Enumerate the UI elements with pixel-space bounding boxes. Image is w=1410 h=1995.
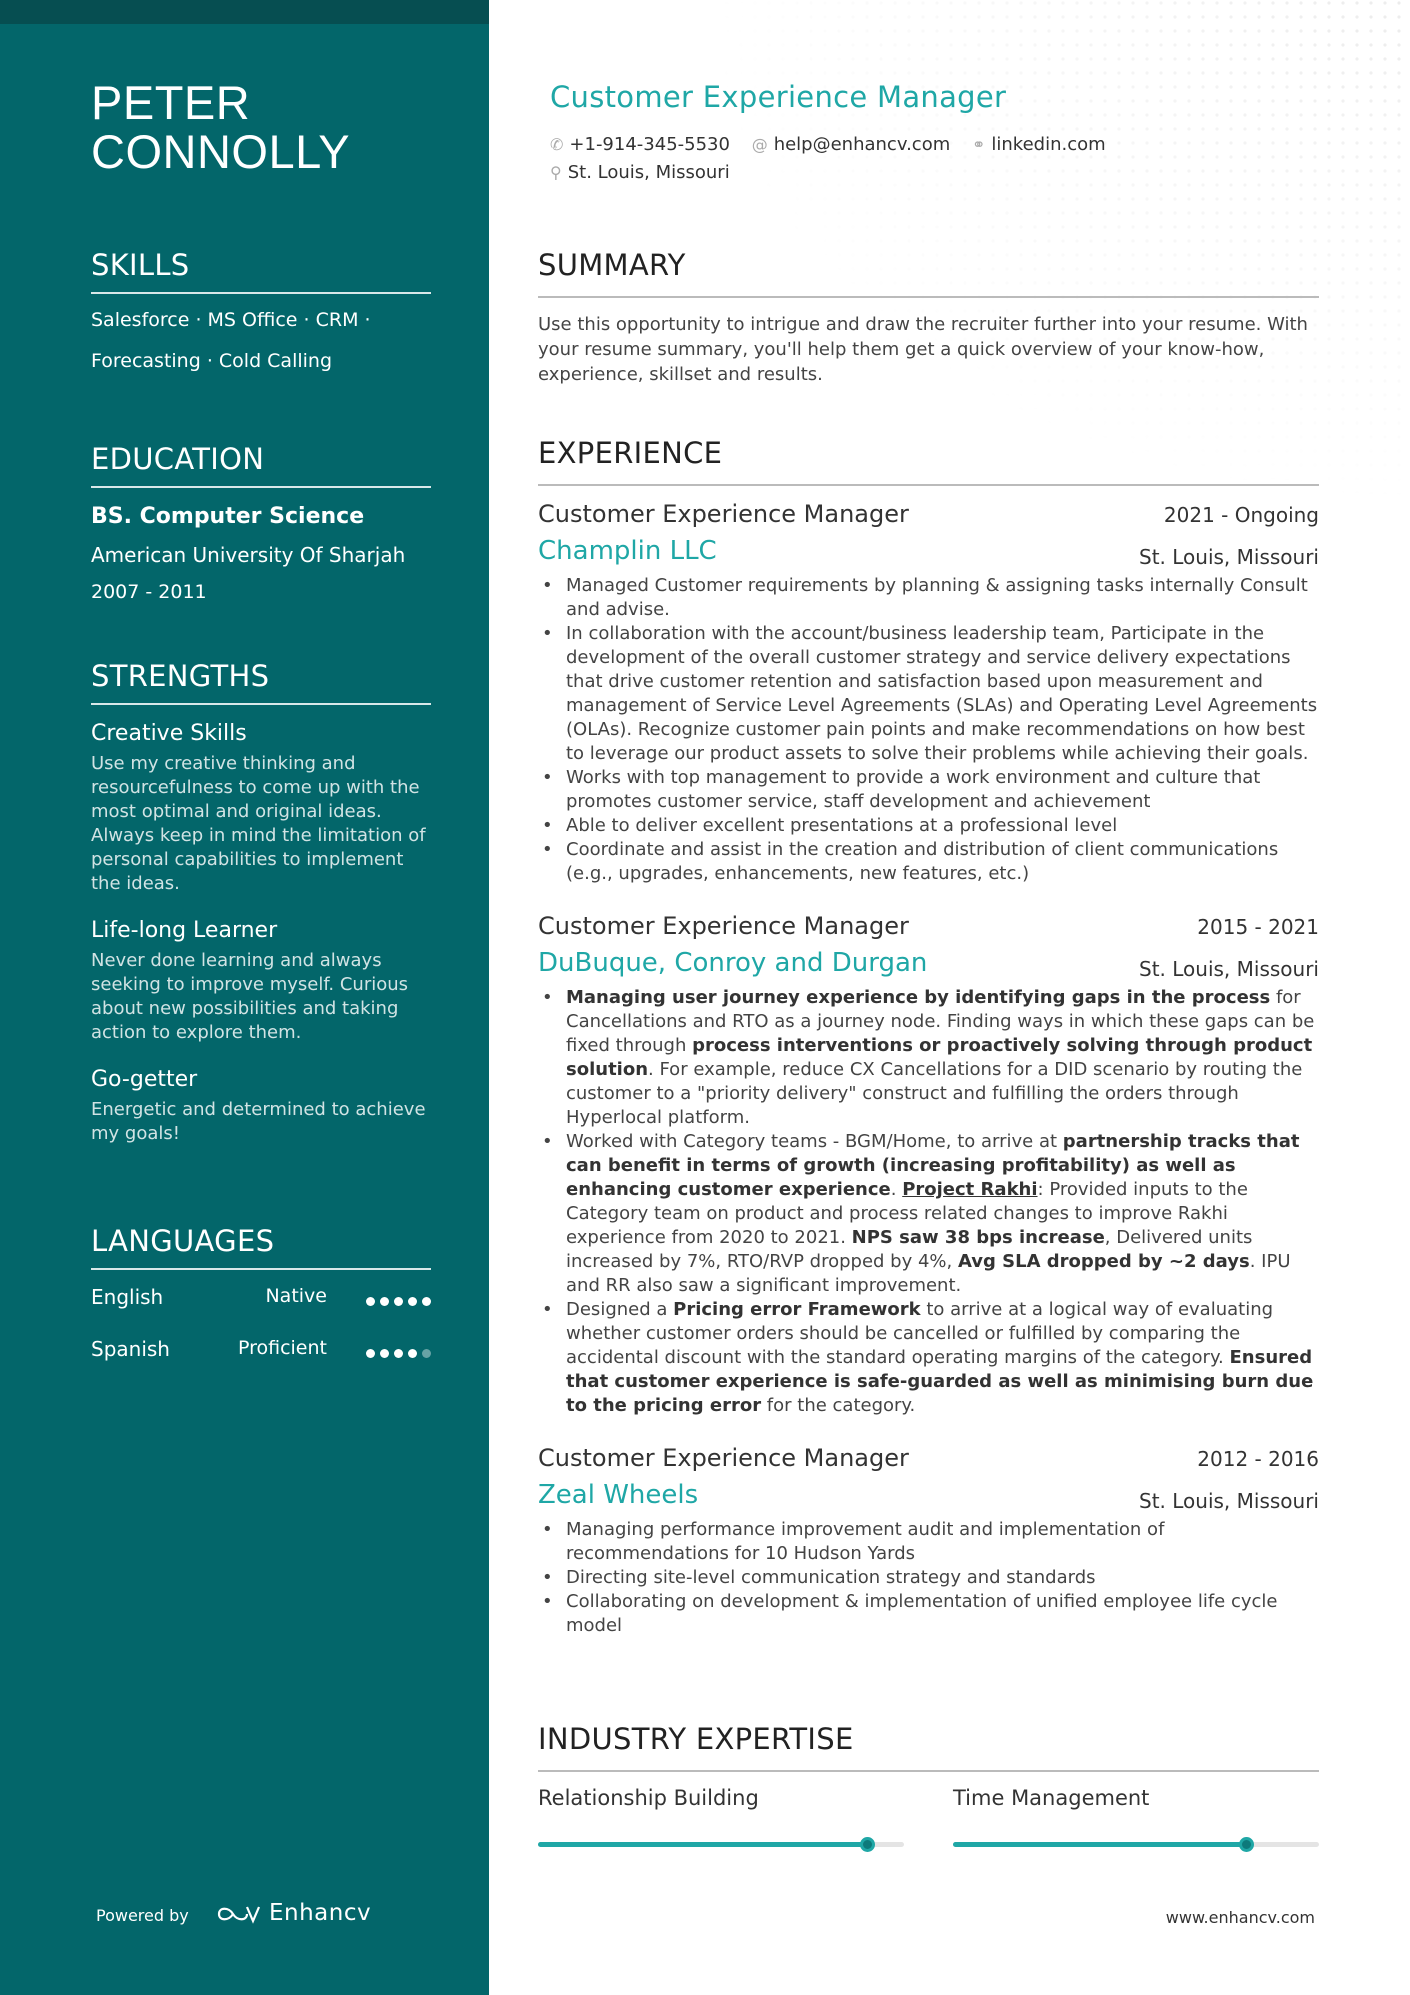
location-text: St. Louis, Missouri — [567, 162, 730, 183]
strength-item — [91, 918, 431, 1045]
bullet-text: Designed a — [566, 1299, 674, 1320]
bullet-text: Worked with Category teams - BGM/Home, to arrive at — [566, 1131, 1063, 1152]
at-icon: @ — [751, 135, 768, 154]
bullet-text: . — [890, 1179, 903, 1200]
enhancv-logo-icon — [215, 1903, 261, 1925]
powered-by-label: Powered by — [96, 1906, 189, 1925]
language-level: Native — [265, 1285, 327, 1307]
bullet-text: . IPU and RR also saw a significant improvement. — [566, 1251, 1291, 1296]
phone-contact[interactable] — [550, 134, 730, 155]
bullet-text: . For example, reduce CX Cancellations for a DID scenario by routing the customer to a "priority delivery" construct and fulfilling the orders through Hyperlocal platform. — [566, 1059, 1303, 1128]
rating-dot-filled — [408, 1297, 417, 1306]
language-rating — [361, 1291, 431, 1310]
phone-icon: ✆ — [550, 135, 564, 154]
job-dates: 2021 - Ongoing — [1163, 503, 1319, 527]
job-bullet — [538, 986, 1319, 1130]
enhancv-logo[interactable] — [215, 1900, 371, 1926]
summary-text: Use this opportunity to intrigue and draw the recruiter further into your resume. With your resume summary, you'll help them get a quick overview of your know-how, experience, skillset and results. — [538, 314, 1308, 385]
bullet-emphasis: Managing user journey experience by identifying gaps in the process — [566, 987, 1271, 1008]
job-bullet — [538, 1298, 1319, 1418]
education-divider — [91, 486, 431, 488]
expertise-bar-fill — [538, 1842, 867, 1847]
rating-dot-filled — [366, 1349, 375, 1358]
sidebar — [0, 0, 489, 1995]
job-company: Champlin LLC — [538, 536, 717, 566]
bullet-emphasis: process interventions or proactively solving through product solution — [566, 1035, 1313, 1080]
candidate-name: PETER CONNOLLY — [91, 76, 351, 178]
rating-dot-filled — [394, 1349, 403, 1358]
bullet-emphasis: Avg SLA dropped by ~2 days — [957, 1251, 1250, 1272]
location-row — [550, 162, 746, 183]
job-bullet — [538, 1130, 1319, 1298]
rating-dot-filled — [408, 1349, 417, 1358]
education-dates: 2007 - 2011 — [91, 581, 207, 603]
job-bullet: • Directing site-level communication strategy and standards — [538, 1566, 1319, 1590]
job-dates: 2012 - 2016 — [1197, 1447, 1319, 1471]
industry-bars — [538, 1786, 1319, 1856]
expertise-label: Relationship Building — [538, 1786, 759, 1810]
name-block — [91, 78, 431, 176]
bullet-text: for Cancellations and RTO as a journey node. Finding ways in which these gaps can be fixed through — [566, 987, 1315, 1056]
job-bullet: • Works with top management to provide a work environment and culture that promotes customer service, staff development and achievement — [538, 766, 1319, 814]
bullet-text: for the category. — [761, 1395, 916, 1416]
skills-line-1: Salesforce · MS Office · CRM · — [91, 309, 371, 331]
job-bullet: • In collaboration with the account/business leadership team, Participate in the development of the overall customer strategy and service delivery expectations that drive customer retention and satisfaction based upon measurement and management of Service Level Agreements (SLAs) and Operating Level Agreements (OLAs). Recognize customer pain points and make recommendations on how best to leverage our product assets to solve their problems while achieving their goals. — [538, 622, 1319, 766]
expertise-bar-knob — [1239, 1837, 1254, 1852]
expertise-bar-track — [953, 1842, 1319, 1847]
headline-title: Customer Experience Manager — [550, 80, 1007, 114]
linkedin-contact[interactable] — [972, 134, 1106, 155]
expertise-bar-knob — [860, 1837, 875, 1852]
summary-title: SUMMARY — [538, 248, 686, 282]
strength-item — [91, 1067, 431, 1146]
job-dates: 2015 - 2021 — [1197, 915, 1319, 939]
bullet-emphasis-underlined: Project Rakhi — [902, 1179, 1038, 1200]
strength-title: Go-getter — [91, 1067, 198, 1092]
experience-section — [538, 436, 1319, 1638]
rating-dot-empty — [422, 1349, 431, 1358]
language-row — [91, 1270, 431, 1322]
location-contact — [550, 162, 730, 183]
language-rating — [361, 1343, 431, 1362]
expertise-label: Time Management — [953, 1786, 1150, 1810]
language-level: Proficient — [237, 1337, 327, 1359]
education-section — [91, 442, 431, 603]
rating-dot-filled — [380, 1297, 389, 1306]
linkedin-text: linkedin.com — [991, 134, 1106, 155]
skills-section — [91, 248, 431, 382]
job-bullets — [538, 986, 1319, 1418]
languages-title: LANGUAGES — [91, 1224, 275, 1258]
experience-title: EXPERIENCE — [538, 436, 723, 470]
language-row — [91, 1322, 431, 1374]
strength-description: Use my creative thinking and resourcefulness to come up with the most optimal and original ideas. Always keep in mind the limitation of personal capabilities to implement the ideas. — [91, 753, 426, 894]
skills-title: SKILLS — [91, 248, 190, 282]
bullet-emphasis: Pricing error Framework — [673, 1299, 921, 1320]
job-location: St. Louis, Missouri — [1139, 545, 1319, 569]
phone-text: +1-914-345-5530 — [569, 134, 730, 155]
job-role: Customer Experience Manager — [538, 500, 909, 528]
strengths-section — [91, 659, 431, 1146]
rating-dot-filled — [394, 1297, 403, 1306]
bullet-text: , Delivered units increased by 7%, RTO/RVP dropped by 4%, — [566, 1227, 1253, 1272]
strength-title: Creative Skills — [91, 721, 247, 746]
education-degree: BS. Computer Science — [91, 504, 365, 529]
skills-divider — [91, 292, 431, 294]
contact-row — [550, 134, 1122, 155]
email-contact[interactable] — [752, 134, 951, 155]
footer-url[interactable]: www.enhancv.com — [1165, 1908, 1315, 1927]
enhancv-logo-text: Enhancv — [269, 1900, 372, 1926]
experience-entry — [538, 500, 1319, 886]
job-location: St. Louis, Missouri — [1139, 957, 1319, 981]
languages-section — [91, 1224, 431, 1374]
experience-entry — [538, 1444, 1319, 1638]
strengths-divider — [91, 703, 431, 705]
rating-dot-filled — [380, 1349, 389, 1358]
skills-list — [91, 300, 431, 382]
rating-dot-filled — [366, 1297, 375, 1306]
strength-description: Never done learning and always seeking to improve myself. Curious about new possibilities and taking action to explore them. — [91, 950, 409, 1043]
bullet-text: to arrive at a logical way of evaluating whether customer orders should be cancelled or fulfilled by comparing the accidental discount with the standard operating margins of the category. — [566, 1299, 1274, 1368]
expertise-bar-fill — [953, 1842, 1246, 1847]
bullet-emphasis: Ensured that customer experience is safe-guarded as well as minimising burn due to the pricing error — [566, 1347, 1314, 1416]
industry-expertise-section — [538, 1722, 1319, 1856]
bullet-emphasis: partnership tracks that can benefit in terms of growth (increasing profitability) as well as enhancing customer experience — [566, 1131, 1300, 1200]
expertise-item — [953, 1786, 1319, 1810]
email-text: help@enhancv.com — [773, 134, 951, 155]
summary-section — [538, 248, 1319, 387]
education-title: EDUCATION — [91, 442, 265, 476]
job-bullet: • Collaborating on development & implementation of unified employee life cycle model — [538, 1590, 1319, 1638]
expertise-bar-track — [538, 1842, 904, 1847]
link-icon: ⚭ — [971, 135, 986, 154]
strength-description: Energetic and determined to achieve my goals! — [91, 1099, 426, 1144]
experience-divider — [538, 484, 1319, 486]
industry-divider — [538, 1770, 1319, 1772]
job-bullets — [538, 1518, 1319, 1638]
industry-title: INDUSTRY EXPERTISE — [538, 1722, 854, 1756]
job-bullet: • Managing performance improvement audit and implementation of recommendations for 10 Hudson Yards — [538, 1518, 1319, 1566]
job-role: Customer Experience Manager — [538, 1444, 909, 1472]
summary-divider — [538, 296, 1319, 298]
bullet-text: : Provided inputs to the Category team on product and process related changes to improve Rakhi experience from 2020 to 2021. — [566, 1179, 1248, 1248]
job-company: DuBuque, Conroy and Durgan — [538, 948, 928, 978]
rating-dot-filled — [422, 1297, 431, 1306]
location-pin-icon: ⚲ — [550, 163, 562, 182]
language-name: Spanish — [91, 1337, 170, 1361]
job-bullet: • Managed Customer requirements by planning & assigning tasks internally Consult and advise. — [538, 574, 1319, 622]
language-name: English — [91, 1285, 164, 1309]
education-school: American University Of Sharjah — [91, 543, 406, 567]
main-content — [489, 0, 1410, 1995]
job-bullet: • Able to deliver excellent presentations at a professional level — [538, 814, 1319, 838]
job-bullets — [538, 574, 1319, 886]
job-location: St. Louis, Missouri — [1139, 1489, 1319, 1513]
strength-title: Life-long Learner — [91, 918, 278, 943]
sidebar-top-band — [0, 0, 489, 24]
experience-entry — [538, 912, 1319, 1418]
job-company: Zeal Wheels — [538, 1480, 699, 1510]
job-role: Customer Experience Manager — [538, 912, 909, 940]
expertise-item — [538, 1786, 904, 1810]
bullet-emphasis: NPS saw 38 bps increase — [851, 1227, 1105, 1248]
strength-item — [91, 721, 431, 896]
strengths-title: STRENGTHS — [91, 659, 270, 693]
job-bullet: • Coordinate and assist in the creation and distribution of client communications (e.g., upgrades, enhancements, new features, etc.) — [538, 838, 1319, 886]
skills-line-2: Forecasting · Cold Calling — [91, 350, 333, 372]
